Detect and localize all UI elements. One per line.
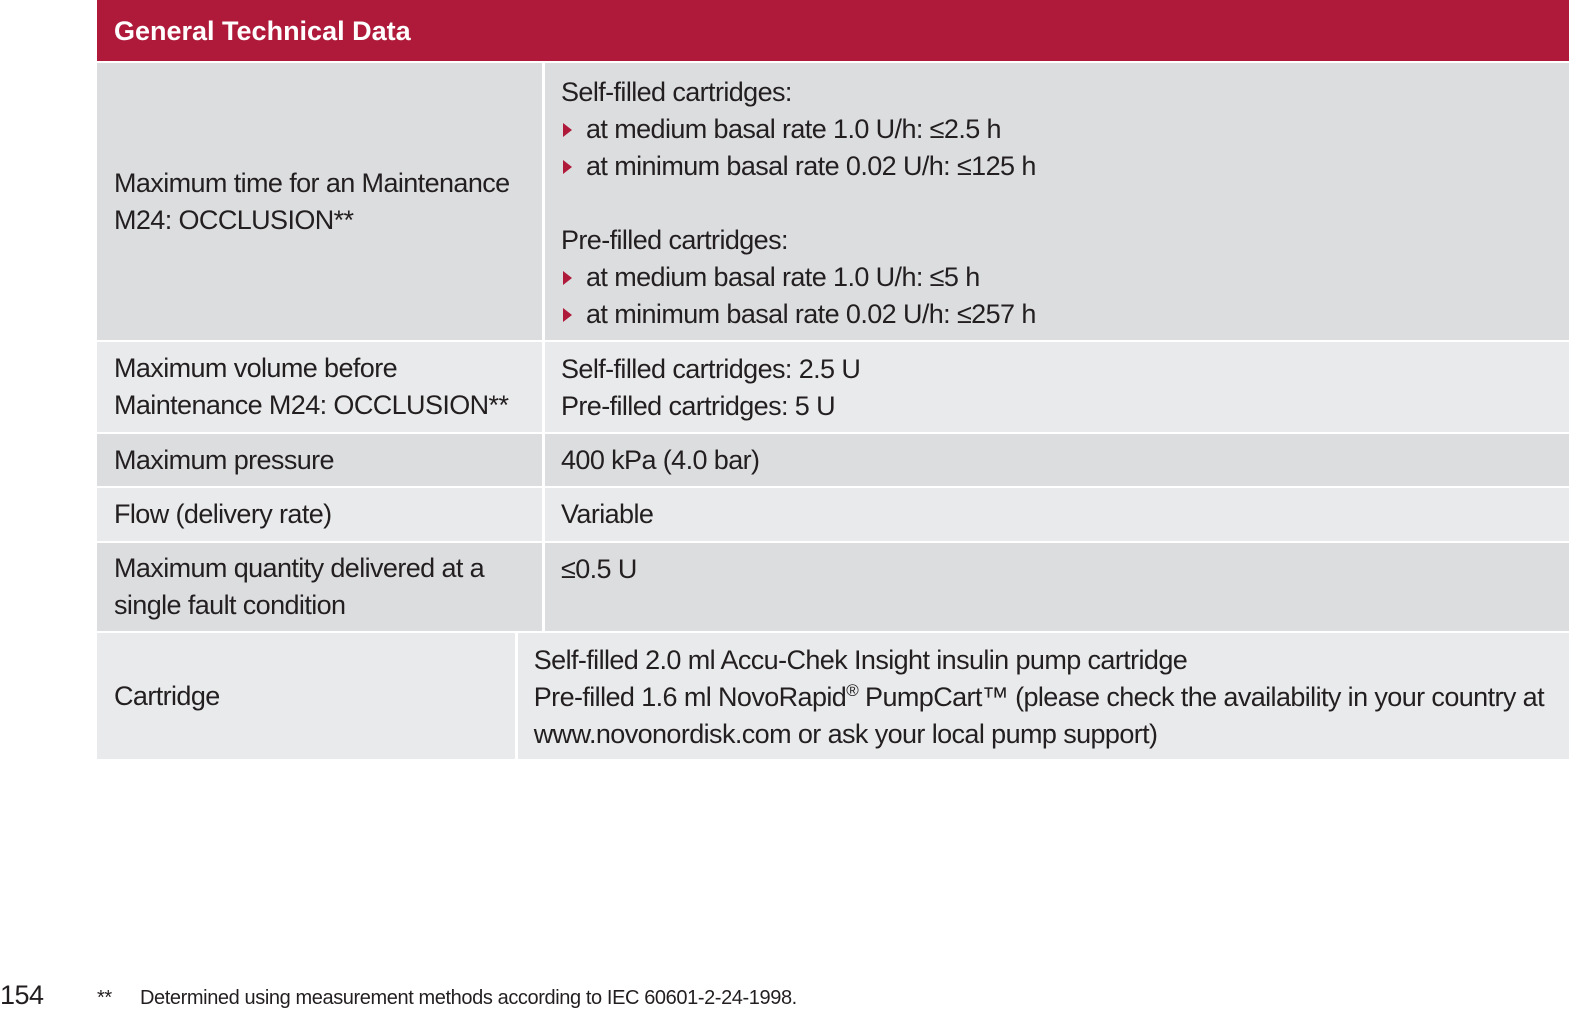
page-number: 154: [0, 980, 44, 1010]
row-label-text: Flow (delivery rate): [114, 499, 332, 529]
row-label-text: Maximum volume before Maintenance M24: OCCLUSION**: [114, 353, 509, 420]
technical-data-table: [97, 0, 1569, 759]
table-row: [97, 488, 1569, 543]
table-row: [97, 342, 1569, 434]
value-line-suffix: PumpCart™ (please check the availability in your country at: [858, 682, 1544, 712]
footnote-mark: **: [97, 987, 112, 1009]
row-value: [518, 633, 1569, 759]
list-item-text: at medium basal rate 1.0 U/h: ≤2.5 h: [586, 114, 1001, 144]
triangle-bullet-icon: [563, 308, 572, 322]
pre-filled-heading: Pre-filled cartridges:: [561, 225, 788, 255]
value-text: 400 kPa (4.0 bar): [561, 444, 760, 475]
value-line: Self-filled cartridges: 2.5 U: [561, 354, 861, 384]
row-label: [97, 342, 545, 432]
row-value: [545, 488, 1569, 541]
table-row: [97, 633, 1569, 759]
spacer: [561, 185, 1544, 222]
value-line: Pre-filled cartridges: 5 U: [561, 391, 836, 421]
value-line: Self-filled 2.0 ml Accu-Chek Insight insulin pump cartridge: [533, 645, 1188, 675]
list-item: [561, 148, 1544, 185]
table-header: General Technical Data: [97, 0, 1569, 63]
list-item-text: at minimum basal rate 0.02 U/h: ≤257 h: [586, 299, 1036, 329]
triangle-bullet-icon: [563, 123, 572, 137]
row-label: [97, 633, 518, 759]
row-label-text: Maximum time for an Maintenance M24: OCCLUSION**: [114, 167, 510, 235]
row-label-text: Maximum pressure: [114, 444, 334, 475]
list-item: [561, 259, 1544, 296]
table-row: [97, 434, 1569, 488]
value-text: ≤0.5 U: [561, 554, 637, 584]
row-value: [545, 63, 1569, 340]
list-item: [561, 296, 1544, 333]
table-row: [97, 63, 1569, 342]
registered-mark: ®: [846, 681, 859, 700]
row-label: [97, 434, 545, 486]
self-filled-heading: Self-filled cartridges:: [561, 77, 792, 107]
row-label: [97, 543, 545, 631]
value-line: www.novonordisk.com or ask your local pump support): [533, 719, 1158, 749]
row-label-text: Maximum quantity delivered at a single fault condition: [114, 553, 485, 620]
list-item-text: at medium basal rate 1.0 U/h: ≤5 h: [586, 262, 980, 292]
row-label: [97, 63, 545, 340]
row-value: [545, 342, 1569, 432]
value-text: Variable: [561, 499, 654, 529]
value-line: [534, 679, 1544, 716]
row-label: [97, 488, 545, 541]
triangle-bullet-icon: [563, 271, 572, 285]
triangle-bullet-icon: [563, 160, 572, 174]
row-label-text: Cartridge: [114, 680, 220, 711]
row-value: [545, 543, 1569, 631]
footnote: [97, 987, 797, 1010]
value-line-prefix: Pre-filled 1.6 ml NovoRapid: [533, 682, 847, 712]
row-value: [545, 434, 1569, 486]
list-item-text: at minimum basal rate 0.02 U/h: ≤125 h: [586, 151, 1036, 181]
table-row: [97, 543, 1569, 633]
list-item: [561, 111, 1544, 148]
footnote-text: Determined using measurement methods according to IEC 60601-2-24-1998.: [140, 987, 797, 1009]
